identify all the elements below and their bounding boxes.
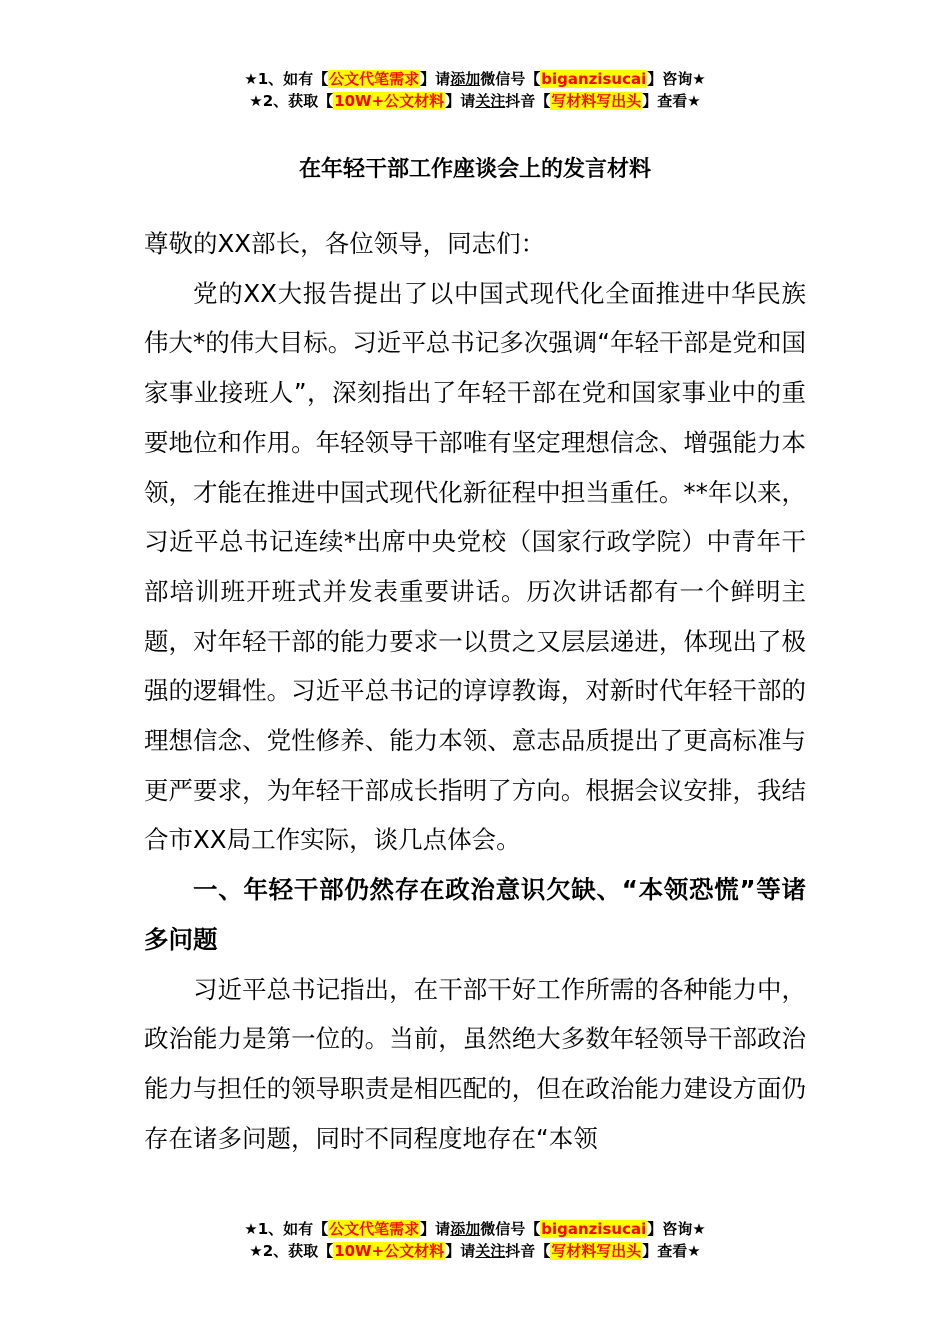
promo-highlight: 10W+公文材料 [334, 92, 445, 110]
promo-text: 】请 [420, 70, 451, 88]
promo-text: 抖音【 [505, 1242, 551, 1260]
promo-text: 】请 [420, 1220, 451, 1238]
promo-line-2 [0, 90, 950, 112]
promo-text: ★2、获取【 [249, 92, 334, 110]
promo-highlight: 10W+公文材料 [334, 1242, 445, 1260]
promo-line-1 [0, 68, 950, 90]
paragraph: 党的XX大报告提出了以中国式现代化全面推进中华民族伟大*的伟大目标。习近平总书记多次强调“年轻干部是党和国家事业接班人”，深刻指出了年轻干部在党和国家事业中的重要地位和作用。年轻领导干部唯有坚定理想信念、增强能力本领，才能在推进中国式现代化新征程中担当重任。**年以来，习近平总书记连续*出席中央党校（国家行政学院）中青年干部培训班开班式并发表重要讲话。历次讲话都有一个鲜明主题，对年轻干部的能力要求一以贯之又层层递进，体现出了极强的逻辑性。习近平总书记的谆谆教诲，对新时代年轻干部的理想信念、党性修养、能力本领、意志品质提出了更高标准与更严要求，为年轻干部成长指明了方向。根据会议安排，我结合市XX局工作实际，谈几点体会。 [144, 278, 806, 855]
promo-line-2 [0, 1240, 950, 1262]
promo-text: 】请 [445, 92, 476, 110]
section-heading: 一、年轻干部仍然存在政治意识欠缺、“本领恐慌”等诸多问题 [144, 875, 806, 954]
promo-text: 】咨询★ [647, 70, 706, 88]
promo-line-1 [0, 1218, 950, 1240]
promo-underlined-text: 关注 [475, 1242, 506, 1260]
promo-text: ★1、如有【 [244, 1220, 329, 1238]
document-body [144, 219, 806, 1163]
douyin-account-highlight: 写材料写出头 [551, 1242, 642, 1260]
promo-text: ★1、如有【 [244, 70, 329, 88]
salutation: 尊敬的XX部长，各位领导，同志们： [144, 229, 546, 258]
wechat-id-highlight: biganzisucai [541, 70, 647, 88]
document-title: 在年轻干部工作座谈会上的发言材料 [298, 157, 651, 182]
promo-text: 】查看★ [642, 1242, 701, 1260]
promo-text: 】请 [445, 1242, 476, 1260]
promo-highlight: 公文代笔需求 [329, 70, 420, 88]
promo-highlight: 公文代笔需求 [329, 1220, 420, 1238]
wechat-id-highlight: biganzisucai [541, 1220, 647, 1238]
promo-text: 】咨询★ [647, 1220, 706, 1238]
promo-underlined-text: 添加 [450, 1220, 481, 1238]
top-promo-banner [0, 68, 950, 112]
promo-text: 微信号【 [480, 70, 541, 88]
douyin-account-highlight: 写材料写出头 [551, 92, 642, 110]
promo-underlined-text: 关注 [475, 92, 506, 110]
paragraph: 习近平总书记指出，在干部干好工作所需的各种能力中，政治能力是第一位的。当前，虽然绝大多数年轻领导干部政治能力与担任的领导职责是相匹配的，但在政治能力建设方面仍存在诸多问题，同时不同程度地存在“本领 [144, 974, 806, 1153]
promo-text: 抖音【 [505, 92, 551, 110]
bottom-promo-banner [0, 1218, 950, 1262]
promo-text: 微信号【 [480, 1220, 541, 1238]
promo-underlined-text: 添加 [450, 70, 481, 88]
promo-text: ★2、获取【 [249, 1242, 334, 1260]
promo-text: 】查看★ [642, 92, 701, 110]
